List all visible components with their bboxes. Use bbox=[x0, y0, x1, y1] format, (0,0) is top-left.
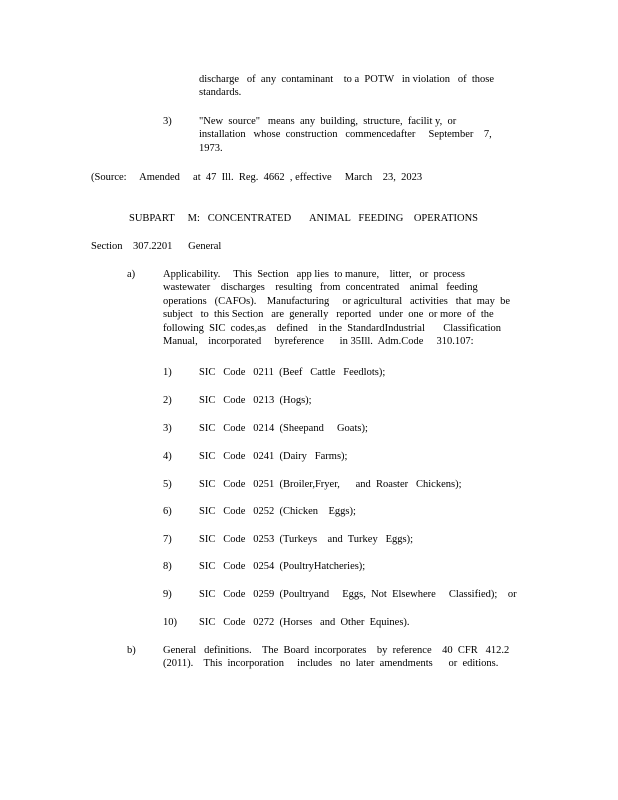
sic-item-number: 9) bbox=[163, 589, 172, 600]
paragraph-label: a) bbox=[127, 269, 136, 280]
text-line: (2011). This incorporation includes no later amendments or editions. bbox=[163, 658, 499, 670]
sic-item-text: SIC Code 0241 (Dairy Farms); bbox=[199, 451, 348, 462]
sic-item-text: SIC Code 0252 (Chicken Eggs); bbox=[199, 506, 356, 517]
item-number: 3) bbox=[163, 116, 172, 127]
paragraph-label: b) bbox=[127, 645, 136, 656]
text-line: installation whose construction commencedafter September 7, bbox=[199, 129, 492, 141]
sic-item-text: SIC Code 0211 (Beef Cattle Feedlots); bbox=[199, 367, 386, 378]
text-line: 1973. bbox=[199, 142, 223, 154]
sic-item-number: 5) bbox=[163, 479, 172, 490]
sic-item-number: 1) bbox=[163, 367, 172, 378]
text-line: Manual, incorporated byreference in 35Ill. Adm.Code 310.107: bbox=[163, 336, 474, 348]
text-line: wastewater discharges resulting from concentrated animal feeding bbox=[163, 282, 478, 294]
sic-item-number: 10) bbox=[163, 617, 177, 628]
sic-item-number: 6) bbox=[163, 506, 172, 517]
text-line: following SIC codes,as defined in the StandardIndustrial Classification bbox=[163, 322, 501, 334]
sic-item-number: 4) bbox=[163, 451, 172, 462]
subpart-heading: SUBPART M: CONCENTRATED ANIMAL FEEDING OPERATIONS bbox=[129, 213, 479, 224]
sic-item-text: SIC Code 0253 (Turkeys and Turkey Eggs); bbox=[199, 534, 413, 545]
new-source-definition bbox=[199, 115, 492, 155]
sic-item-text: SIC Code 0254 (PoultryHatcheries); bbox=[199, 561, 366, 572]
text-line: General definitions. The Board incorporates by reference 40 CFR 412.2 bbox=[163, 645, 510, 656]
text-line: Applicability. This Section app lies to manure, litter, or process bbox=[163, 269, 465, 280]
sic-item-number: 2) bbox=[163, 395, 172, 406]
sic-item-text: SIC Code 0213 (Hogs); bbox=[199, 395, 312, 406]
section-heading: Section 307.2201 General bbox=[91, 241, 222, 252]
sic-item-text: SIC Code 0259 (Poultryand Eggs, Not Elsewhere Classified); or bbox=[199, 589, 517, 600]
text-line: "New source" means any building, structure, facilit y, or bbox=[199, 116, 457, 127]
continued-paragraph bbox=[199, 73, 494, 100]
applicability-paragraph bbox=[163, 268, 510, 348]
text-line: discharge of any contaminant to a POTW in violation of those bbox=[199, 74, 495, 85]
text-line: operations (CAFOs). Manufacturing or agricultural activities that may be bbox=[163, 295, 510, 307]
text-line: subject to this Section are generally reported under one or more of the bbox=[163, 309, 494, 321]
sic-item-number: 8) bbox=[163, 561, 172, 572]
source-note: (Source: Amended at 47 Ill. Reg. 4662 , effective March 23, 2023 bbox=[91, 172, 423, 183]
general-definitions-paragraph bbox=[163, 644, 509, 671]
sic-item-text: SIC Code 0272 (Horses and Other Equines). bbox=[199, 617, 410, 628]
sic-item-number: 3) bbox=[163, 423, 172, 434]
text-line: standards. bbox=[199, 87, 242, 99]
sic-item-text: SIC Code 0251 (Broiler,Fryer, and Roaster Chickens); bbox=[199, 479, 462, 490]
sic-item-number: 7) bbox=[163, 534, 172, 545]
sic-item-text: SIC Code 0214 (Sheepand Goats); bbox=[199, 423, 368, 434]
